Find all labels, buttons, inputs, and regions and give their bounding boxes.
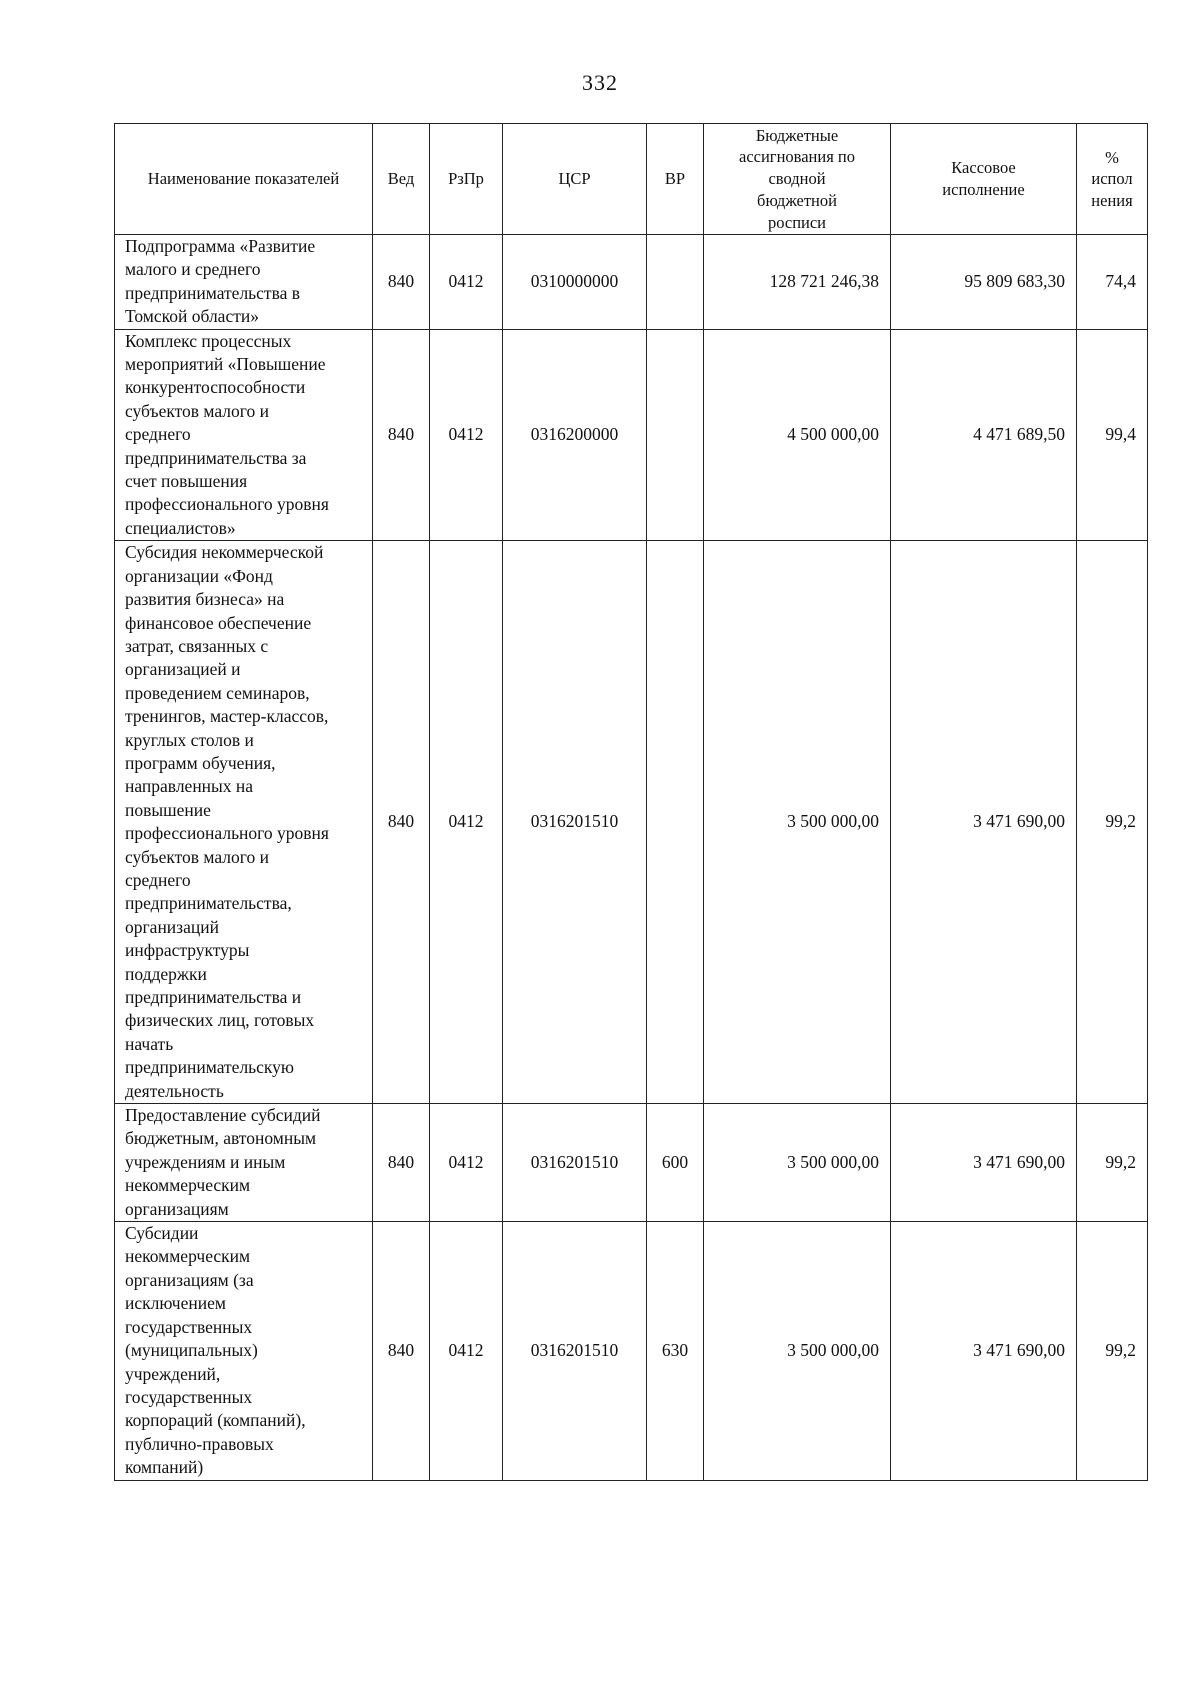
cell-name: Субсидии некоммерческим организациям (за исключением государственных (муниципальных) учреждений, государственных корпораций (компаний), публично-правовых компаний)	[115, 1222, 373, 1480]
cell-vr	[647, 541, 704, 1104]
header-name: Наименование показателей	[115, 124, 373, 235]
cell-pct: 74,4	[1077, 235, 1148, 330]
cell-csr: 0316201510	[503, 1104, 647, 1222]
cell-cash: 3 471 690,00	[891, 1104, 1077, 1222]
table-row	[115, 235, 1148, 330]
cell-name: Подпрограмма «Развитие малого и среднего предпринимательства в Томской области»	[115, 235, 373, 330]
cell-rzpr: 0412	[430, 541, 503, 1104]
cell-cash: 4 471 689,50	[891, 329, 1077, 541]
header-cash: Кассовое исполнение	[891, 124, 1077, 235]
cell-budget: 4 500 000,00	[704, 329, 891, 541]
cell-rzpr: 0412	[430, 235, 503, 330]
cell-name: Предоставление субсидий бюджетным, автономным учреждениям и иным некоммерческим организациям	[115, 1104, 373, 1222]
cell-vr	[647, 235, 704, 330]
header-budget: Бюджетные ассигнования по сводной бюджетной росписи	[704, 124, 891, 235]
header-ved: Вед	[373, 124, 430, 235]
table-row	[115, 1104, 1148, 1222]
cell-ved: 840	[373, 541, 430, 1104]
table-row	[115, 1222, 1148, 1480]
cell-rzpr: 0412	[430, 1222, 503, 1480]
cell-budget: 3 500 000,00	[704, 1222, 891, 1480]
header-csr: ЦСР	[503, 124, 647, 235]
header-rzpr: РзПр	[430, 124, 503, 235]
cell-ved: 840	[373, 1222, 430, 1480]
cell-vr	[647, 329, 704, 541]
table-row	[115, 541, 1148, 1104]
cell-rzpr: 0412	[430, 1104, 503, 1222]
header-pct: % испол нения	[1077, 124, 1148, 235]
cell-vr: 630	[647, 1222, 704, 1480]
cell-name: Комплекс процессных мероприятий «Повышение конкурентоспособности субъектов малого и среднего предпринимательства за счет повышения профессионального уровня специалистов»	[115, 329, 373, 541]
cell-pct: 99,4	[1077, 329, 1148, 541]
cell-cash: 3 471 690,00	[891, 541, 1077, 1104]
page-number: 332	[582, 70, 618, 95]
cell-budget: 3 500 000,00	[704, 541, 891, 1104]
cell-csr: 0316201510	[503, 1222, 647, 1480]
budget-execution-table	[114, 123, 1148, 1481]
table-header-row	[115, 124, 1148, 235]
cell-name: Субсидия некоммерческой организации «Фонд развития бизнеса» на финансовое обеспечение затрат, связанных с организацией и проведением семинаров, тренингов, мастер-классов, круглых столов и программ обучения, направленных на повышение профессионального уровня субъектов малого и среднего предпринимательства, организаций инфраструктуры поддержки предпринимательства и физических лиц, готовых начать предпринимательскую деятельность	[115, 541, 373, 1104]
cell-csr: 0316200000	[503, 329, 647, 541]
header-vr: ВР	[647, 124, 704, 235]
cell-vr: 600	[647, 1104, 704, 1222]
cell-budget: 128 721 246,38	[704, 235, 891, 330]
cell-csr: 0316201510	[503, 541, 647, 1104]
table-row	[115, 329, 1148, 541]
cell-ved: 840	[373, 235, 430, 330]
cell-cash: 95 809 683,30	[891, 235, 1077, 330]
cell-pct: 99,2	[1077, 541, 1148, 1104]
cell-ved: 840	[373, 1104, 430, 1222]
cell-pct: 99,2	[1077, 1222, 1148, 1480]
cell-cash: 3 471 690,00	[891, 1222, 1077, 1480]
cell-budget: 3 500 000,00	[704, 1104, 891, 1222]
cell-rzpr: 0412	[430, 329, 503, 541]
cell-pct: 99,2	[1077, 1104, 1148, 1222]
cell-csr: 0310000000	[503, 235, 647, 330]
cell-ved: 840	[373, 329, 430, 541]
